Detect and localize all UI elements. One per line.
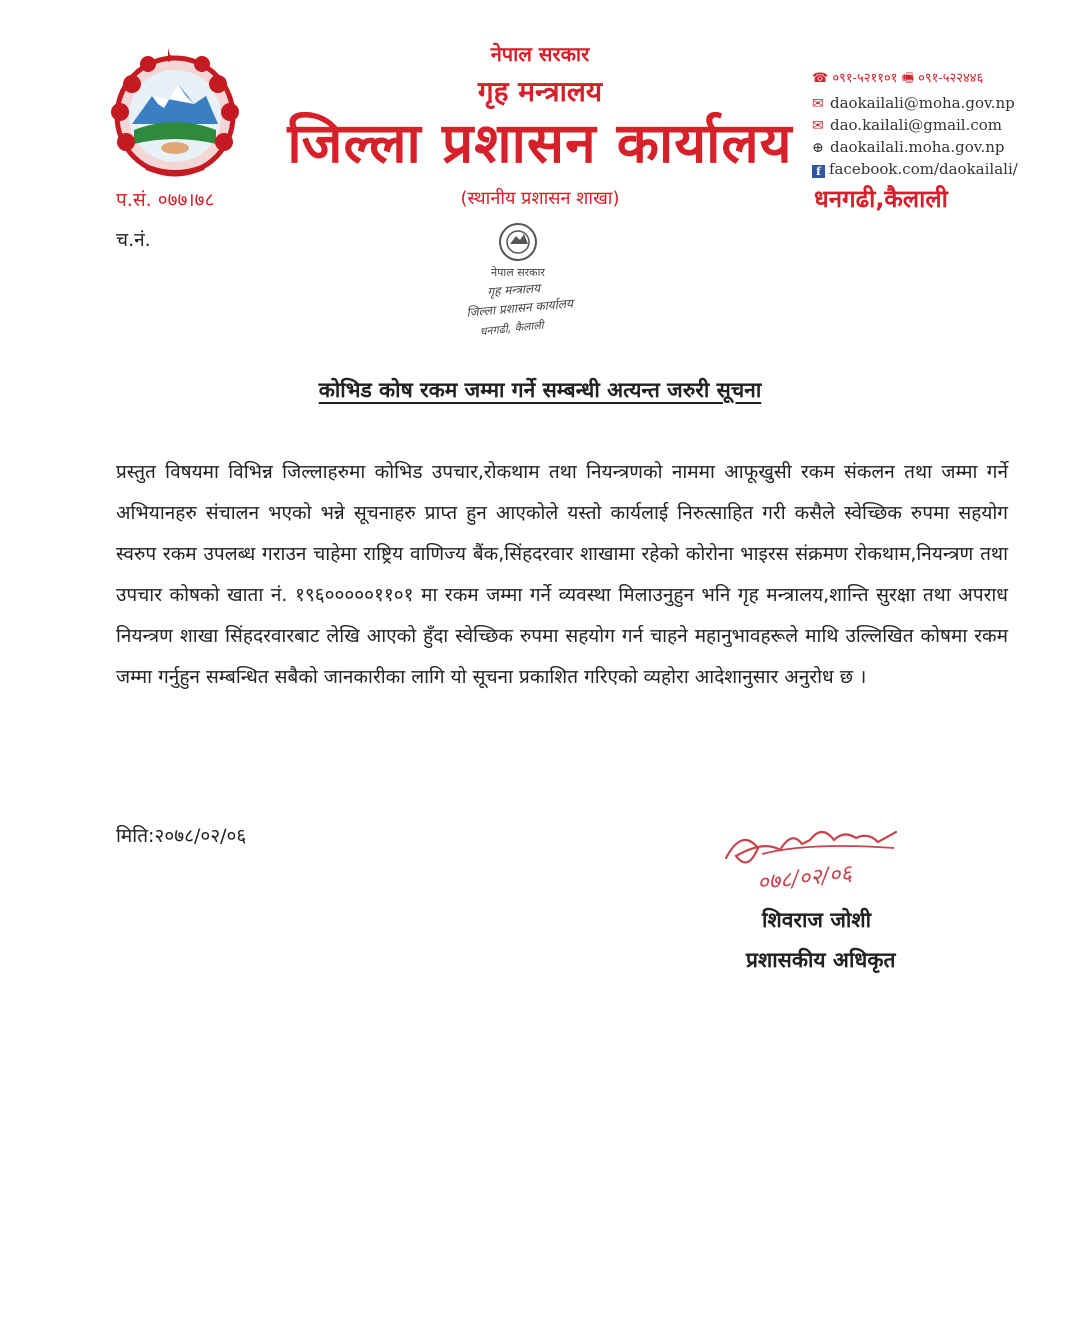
facebook-icon: f (812, 165, 825, 178)
government-name: नेपाल सरकार (490, 42, 590, 66)
notice-body: प्रस्तुत विषयमा विभिन्न जिल्लाहरुमा कोभिड उपचार,रोकथाम तथा नियन्त्रणको नाममा आफूखुसी रकम संकलन तथा जम्मा गर्ने अभियानहरु संचालन भएको भन्ने सूचनाहरु प्राप्त हुन आएकोले यस्तो कार्यलाई निरुत्साहित गरी कसैले स्वेच्छिक रुपमा सहयोग स्वरुप रकम उपलब्ध गराउन चाहेमा राष्ट्रिय वाणिज्य बैंक,सिंहदरवार शाखामा रहेको कोरोना भाइरस संक्रमण रोकथाम,नियन्त्रण तथा उपचार कोषको खाता नं. १९६०००००११०१ मा रकम जम्मा गर्ने व्यवस्था मिलाउनुहुन भनि गृह मन्त्रालय,शान्ति सुरक्षा तथा अपराध नियन्त्रण शाखा सिंहदरवारबाट लेखि आएको हुँदा स्वेच्छिक रुपमा सहयोग गर्न चाहने महानुभावहरूले माथि उल्लिखित कोषमा रकम जम्मा गर्नुहुन सम्बन्धित सबैको जानकारीका लागि यो सूचना प्रकाशित गरिएको व्यहोरा आदेशानुसार अनुरोध छ । (116, 461, 1008, 688)
mail-icon: ✉ (812, 118, 824, 134)
ministry-name: गृह मन्त्रालय (477, 75, 603, 108)
branch-name: (स्थानीय प्रशासन शाखा) (460, 188, 620, 209)
mail-icon: ✉ (812, 96, 824, 112)
signatory-title: प्रशासकीय अधिकृत (746, 948, 896, 972)
email-primary-text[interactable]: daokailali@moha.gov.np (830, 94, 1015, 112)
contact-facebook (812, 160, 1018, 178)
email-secondary-text[interactable]: dao.kailali@gmail.com (830, 116, 1003, 134)
contact-email-secondary (812, 116, 1002, 134)
office-name: जिल्ला प्रशासन कार्यालय (287, 111, 793, 175)
signature-date: ०७८/०२/०६ (756, 861, 854, 896)
stamp-line-4: धनगढी, कैलाली (479, 318, 545, 339)
contact-email-primary (812, 94, 1015, 112)
office-stamp (438, 220, 598, 350)
stamp-line-1: नेपाल सरकार (491, 266, 545, 279)
dispatch-number: च.नं. (116, 229, 151, 251)
facebook-text[interactable]: facebook.com/daokailali/ (829, 160, 1018, 178)
stamp-line-3: जिल्ला प्रशासन कार्यालय (465, 296, 574, 320)
contact-phone: ☎ ०९१-५२११०१ 🖷 ०९१-५२२४४६ (812, 71, 984, 86)
notice-title: कोभिड कोष रकम जम्मा गर्ने सम्बन्धी अत्यन्त जरुरी सूचना (318, 378, 762, 402)
contact-website (812, 138, 1005, 156)
office-location: धनगढी,कैलाली (814, 185, 948, 213)
website-text[interactable]: daokailali.moha.gov.np (830, 138, 1005, 156)
globe-icon: ⊕ (812, 140, 824, 156)
notice-date: मिति:२०७८/०२/०६ (116, 825, 247, 847)
letter-number: प.सं. ०७७।७८ (116, 189, 215, 211)
stamp-line-2: गृह मन्त्रालय (486, 281, 541, 299)
signature (718, 814, 918, 904)
signatory-name: शिवराज जोशी (762, 908, 872, 932)
